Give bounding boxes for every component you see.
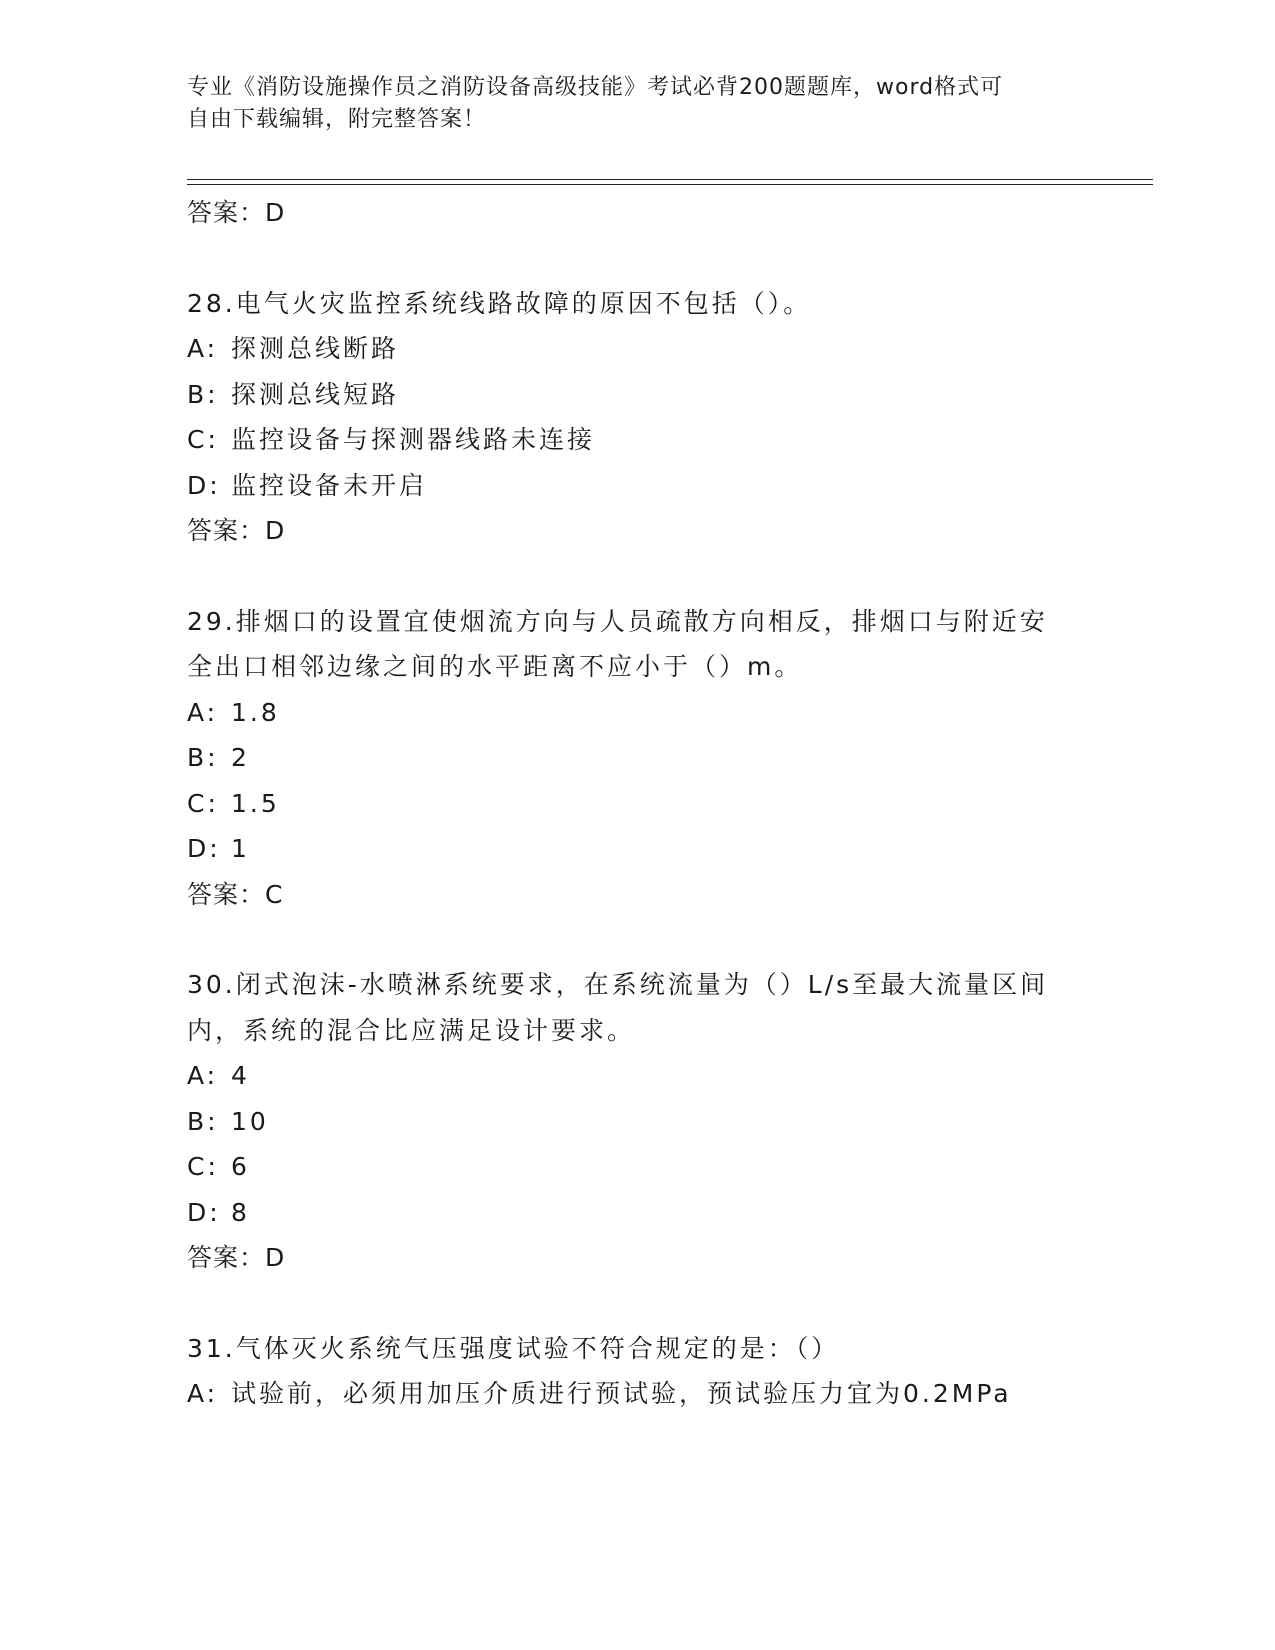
option-text: 监控设备未开启	[231, 470, 428, 500]
option-c	[187, 781, 1087, 827]
question-stem-line: 29.排烟口的设置宜使烟流方向与人员疏散方向相反，排烟口与附近安	[187, 606, 1048, 636]
option-b	[187, 1099, 1087, 1145]
header-divider-bottom	[187, 184, 1153, 185]
question-block	[187, 599, 1087, 918]
answer-line: 答案：C	[187, 879, 284, 909]
question-list	[187, 190, 1087, 1417]
option-text: 试验前，必须用加压介质进行预试验，预试验压力宜为0.2MPa	[231, 1379, 1012, 1408]
option-a	[187, 690, 1087, 736]
option-text: 10	[231, 1106, 269, 1136]
question-stem-line: 内，系统的混合比应满足设计要求。	[187, 1015, 636, 1045]
option-a	[187, 1053, 1087, 1099]
question-stem-line: 30.闭式泡沫-水喷淋系统要求，在系统流量为（）L/s至最大流量区间	[187, 970, 1049, 999]
header-divider-top	[187, 179, 1153, 180]
header-line-2: 自由下载编辑，附完整答案！	[187, 107, 487, 132]
option-key: A:	[187, 1379, 219, 1408]
answer-line: 答案：D	[187, 1243, 286, 1272]
option-d	[187, 826, 1087, 872]
page-header	[187, 72, 1067, 136]
option-key: A:	[187, 334, 219, 363]
question-stem	[187, 281, 1087, 327]
question-stem	[187, 599, 1087, 690]
option-text: 4	[231, 1061, 250, 1090]
question-stem-line: 全出口相邻边缘之间的水平距离不应小于（）m。	[187, 652, 803, 681]
option-c	[187, 1144, 1087, 1190]
option-key: B:	[187, 743, 219, 772]
option-text: 1	[231, 834, 250, 863]
header-line-1: 专业《消防设施操作员之消防设备高级技能》考试必背200题题库，word格式可	[187, 75, 1004, 100]
option-key: C:	[187, 425, 219, 454]
option-key: C:	[187, 1152, 219, 1181]
question-stem-line: 28.电气火灾监控系统线路故障的原因不包括（）。	[187, 288, 812, 318]
option-a	[187, 1371, 1087, 1417]
question-block	[187, 281, 1087, 554]
option-key: D:	[187, 834, 221, 863]
question-block	[187, 1326, 1087, 1417]
option-text: 8	[231, 1197, 250, 1227]
answer-line: 答案：D	[187, 516, 286, 545]
option-key: A:	[187, 1061, 219, 1090]
option-text: 探测总线短路	[231, 379, 400, 409]
option-key: A:	[187, 697, 219, 727]
option-a	[187, 326, 1087, 372]
option-text: 监控设备与探测器线路未连接	[231, 425, 596, 454]
option-key: B:	[187, 1106, 219, 1136]
question-stem	[187, 1326, 1087, 1372]
option-text: 1.5	[231, 788, 280, 818]
option-d	[187, 1190, 1087, 1236]
question-block	[187, 962, 1087, 1281]
option-key: D:	[187, 470, 221, 500]
answer-line: 答案：D	[187, 198, 286, 227]
option-text: 2	[231, 743, 250, 772]
option-b	[187, 372, 1087, 418]
option-text: 探测总线断路	[231, 334, 400, 363]
option-b	[187, 735, 1087, 781]
option-d	[187, 463, 1087, 509]
option-text: 1.8	[231, 697, 280, 727]
question-stem	[187, 962, 1087, 1053]
option-text: 6	[231, 1152, 250, 1181]
option-c	[187, 417, 1087, 463]
option-key: B:	[187, 379, 219, 409]
option-key: D:	[187, 1197, 221, 1227]
option-key: C:	[187, 788, 219, 818]
question-stem-line: 31.气体灭火系统气压强度试验不符合规定的是：（）	[187, 1333, 840, 1363]
